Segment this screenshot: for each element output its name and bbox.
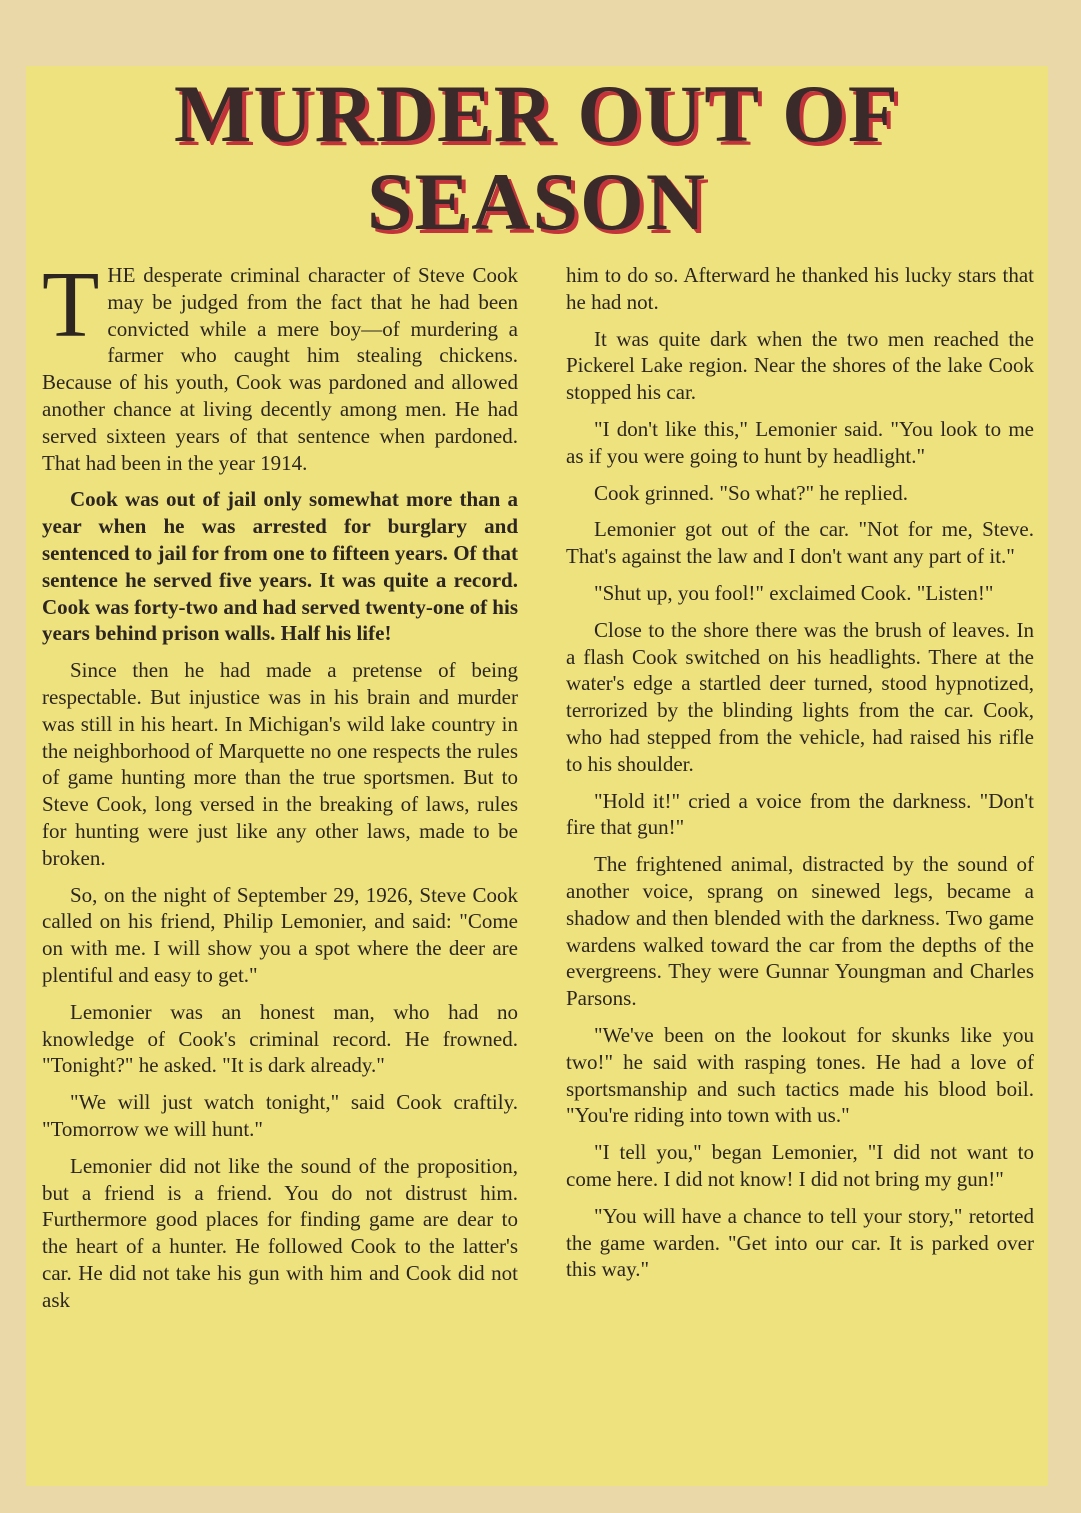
paragraph: Lemonier did not like the sound of the proposition, but a friend is a friend. You do not distrust him. Furthermore good places for finding game are dear to the heart of a hunter. He followed Cook to the latter's car. He did not take his gun with him and Cook did not ask bbox=[42, 1153, 518, 1312]
paragraph: Cook grinned. "So what?" he replied. bbox=[594, 480, 908, 505]
story-title bbox=[26, 70, 1048, 246]
paragraph bbox=[42, 253, 518, 476]
paragraph: "We've been on the lookout for skunks like you two!" he said with rasping tones. He had a love of sportsmanship and such tactics made his blood boil. "You're riding into town with us." bbox=[566, 1022, 1034, 1128]
paragraph: Lemonier was an honest man, who had no knowledge of Cook's criminal record. He frowned. "Tonight?" he asked. "It is dark already." bbox=[42, 999, 518, 1078]
paragraph: "I tell you," began Lemonier, "I did not want to come here. I did not know! I did not bring my gun!" bbox=[566, 1140, 1034, 1191]
paragraph: Lemonier got out of the car. "Not for me, Steve. That's against the law and I don't want any part of it." bbox=[566, 517, 1034, 569]
drop-cap: T bbox=[42, 253, 100, 357]
left-text-column bbox=[42, 253, 518, 1323]
paragraph: The frightened animal, distracted by the sound of another voice, sprang on sinewed legs, became a shadow and then blended with the darkness. Two game wardens walked toward the car from the depths of the evergreens. They were Gunnar Youngman and Charles Parsons. bbox=[566, 852, 1034, 1011]
paragraph: "You will have a chance to tell your story," retorted the game warden. "Get into our car. It is parked over this way." bbox=[566, 1203, 1034, 1282]
right-text-column bbox=[566, 262, 1034, 1293]
paragraph: Cook was out of jail only somewhat more than a year when he was arrested for burglary and sentenced to jail for from one to fifteen years. Of that sentence he served five years. It was quite a record. Cook was forty-two and had served twenty-one of his years behind prison walls. Half his life! bbox=[42, 487, 518, 646]
paragraph: "Hold it!" cried a voice from the darkness. "Don't fire that gun!" bbox=[566, 788, 1034, 840]
paragraph: "We will just watch tonight," said Cook craftily. "Tomorrow we will hunt." bbox=[42, 1090, 518, 1141]
paragraph: Since then he had made a pretense of being respectable. But injustice was in his brain and murder was still in his heart. In Michigan's wild lake country in the neighborhood of Marquette no one respects the rules of game hunting more than the true sportsmen. But to Steve Cook, long versed in the breaking of laws, rules for hunting were just like any other laws, made to be broken. bbox=[42, 658, 518, 870]
paragraph-text: HE desperate criminal character of Steve Cook may be judged from the fact that he had been convicted while a mere boy—of murdering a farmer who caught him stealing chickens. Because of his youth, Cook was pardoned and allowed another chance at living decently among men. He had served sixteen years of that sentence when pardoned. That had been in the year 1914. bbox=[42, 263, 518, 475]
paragraph: So, on the night of September 29, 1926, Steve Cook called on his friend, Philip Lemonier, and said: "Come on with me. I will show you a spot where the deer are plentiful and easy to get." bbox=[42, 882, 518, 987]
paragraph: Close to the shore there was the brush of leaves. In a flash Cook switched on his headlights. There at the water's edge a startled deer turned, stood hypnotized, terrorized by the blinding lights from the car. Cook, who had stepped from the vehicle, had raised his rifle to his shoulder. bbox=[566, 617, 1034, 776]
story-title-line-1: MURDER OUT OF bbox=[173, 68, 901, 159]
paragraph: It was quite dark when the two men reached the Pickerel Lake region. Near the shores of the lake Cook stopped his car. bbox=[566, 326, 1034, 405]
paragraph: "I don't like this," Lemonier said. "You look to me as if you were going to hunt by headlight." bbox=[566, 416, 1034, 468]
paragraph: "Shut up, you fool!" exclaimed Cook. "Listen!" bbox=[594, 580, 994, 605]
story-title-line-2: SEASON bbox=[366, 156, 708, 247]
paragraph: him to do so. Afterward he thanked his lucky stars that he had not. bbox=[566, 263, 1034, 314]
